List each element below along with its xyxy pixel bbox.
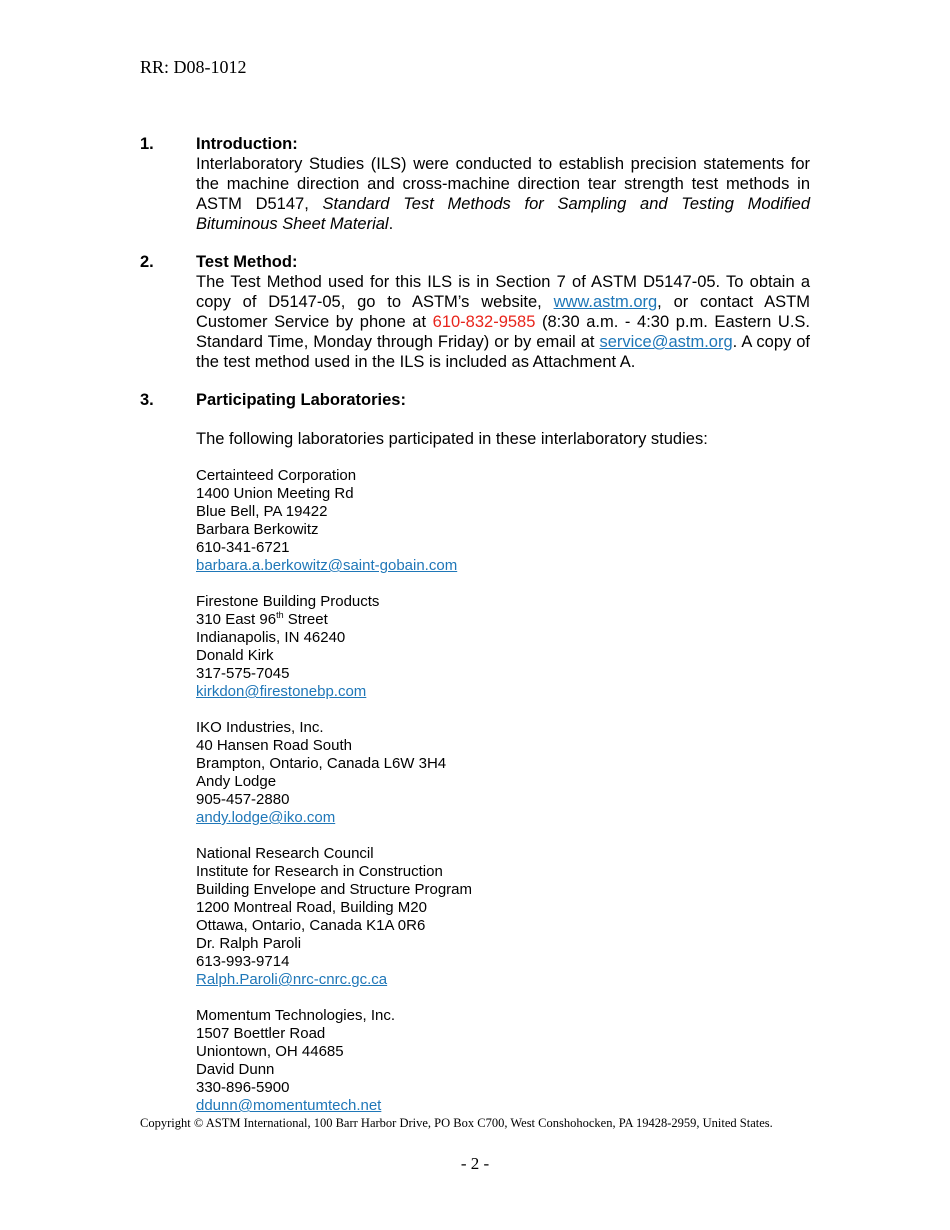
lab-line: 1507 Boettler Road — [196, 1025, 326, 1042]
laboratory-list — [196, 467, 472, 1133]
lab-line: Dr. Ralph Paroli — [196, 935, 302, 952]
lab-line: 610-341-6721 — [196, 539, 290, 556]
report-number: RR: D08-1012 — [140, 57, 247, 77]
lab-entry — [196, 593, 472, 701]
introduction-paragraph — [196, 154, 810, 234]
lab-line: Building Envelope and Structure Program — [196, 881, 472, 898]
lab-line: 1200 Montreal Road, Building M20 — [196, 899, 427, 916]
lab-line: National Research Council — [196, 845, 374, 862]
street-ordinal: th — [276, 610, 284, 620]
lab-email-link[interactable]: Ralph.Paroli@nrc-cnrc.gc.ca — [196, 971, 388, 988]
lab-line: 330-896-5900 — [196, 1079, 290, 1096]
lab-line: Institute for Research in Construction — [196, 863, 443, 880]
lab-line: Certainteed Corporation — [196, 467, 357, 484]
lab-line: Blue Bell, PA 19422 — [196, 503, 328, 520]
street-name: Street — [283, 611, 328, 628]
lab-email-link[interactable]: barbara.a.berkowitz@saint-gobain.com — [196, 557, 458, 574]
section-title: Test Method: — [196, 253, 298, 271]
lab-line: Andy Lodge — [196, 773, 277, 790]
lab-line: 317-575-7045 — [196, 665, 290, 682]
lab-email-link[interactable]: ddunn@momentumtech.net — [196, 1097, 382, 1114]
section-number: 1. — [140, 135, 154, 153]
lab-line: 613-993-9714 — [196, 953, 290, 970]
lab-entry — [196, 719, 472, 827]
customer-service-phone: 610-832-9585 — [432, 313, 536, 331]
intro-text: Interlaboratory Studies (ILS) were conducted to establish precision statements for the machine direction and cross-machine direction tear strength test methods in ASTM D5147, — [196, 155, 810, 213]
lab-line: IKO Industries, Inc. — [196, 719, 324, 736]
section-introduction — [140, 134, 810, 234]
lab-line: Ottawa, Ontario, Canada K1A 0R6 — [196, 917, 426, 934]
lab-line: Momentum Technologies, Inc. — [196, 1007, 395, 1024]
standard-title: Standard Test Methods for Sampling and Testing Modified Bituminous Sheet Material — [196, 195, 810, 233]
section-participating-laboratories — [140, 390, 810, 449]
lab-line: Indianapolis, IN 46240 — [196, 629, 346, 646]
page-number: - 2 - — [460, 1154, 490, 1173]
section-title: Participating Laboratories: — [196, 391, 406, 409]
lab-line: 1400 Union Meeting Rd — [196, 485, 354, 502]
lab-line: 905-457-2880 — [196, 791, 290, 808]
lab-email-link[interactable]: kirkdon@firestonebp.com — [196, 683, 367, 700]
section-test-method — [140, 252, 810, 372]
lab-entry — [196, 467, 472, 575]
lab-line: Firestone Building Products — [196, 593, 380, 610]
lab-street — [196, 611, 472, 629]
lab-line: 40 Hansen Road South — [196, 737, 352, 754]
test-method-paragraph — [196, 272, 810, 372]
lab-line: Donald Kirk — [196, 647, 274, 664]
test-method-text: The Test Method used for this ILS is in Section 7 of ASTM D5147-05. To obtain a copy of D5147-05, go to ASTM’s website, — [196, 273, 810, 311]
test-method-text: (8:30 a.m. - 4:30 p.m. Eastern U.S. Standard Time, Monday through Friday) or by email at — [196, 313, 810, 351]
copyright-notice: Copyright © ASTM International, 100 Barr Harbor Drive, PO Box C700, West Conshohocken, PA 19428-2959, United States. — [140, 1116, 773, 1130]
service-email-link[interactable]: service@astm.org — [599, 333, 733, 351]
lab-entry — [196, 1007, 472, 1115]
section-number: 2. — [140, 253, 154, 271]
section-title: Introduction: — [196, 135, 298, 153]
lab-email-link[interactable]: andy.lodge@iko.com — [196, 809, 336, 826]
labs-intro: The following laboratories participated in these interlaboratory studies: — [196, 430, 708, 448]
lab-line: Barbara Berkowitz — [196, 521, 319, 538]
lab-entry — [196, 845, 472, 989]
lab-line: David Dunn — [196, 1061, 275, 1078]
test-method-text: , or contact ASTM Customer Service by phone at — [196, 293, 810, 331]
lab-line: Brampton, Ontario, Canada L6W 3H4 — [196, 755, 447, 772]
lab-line: Uniontown, OH 44685 — [196, 1043, 344, 1060]
test-method-text: . A copy of the test method used in the ILS is included as Attachment A. — [196, 333, 810, 371]
astm-website-link[interactable]: www.astm.org — [553, 293, 658, 311]
intro-text-end: . — [388, 215, 394, 233]
street-number: 310 East 96 — [196, 611, 277, 628]
section-number: 3. — [140, 391, 154, 409]
